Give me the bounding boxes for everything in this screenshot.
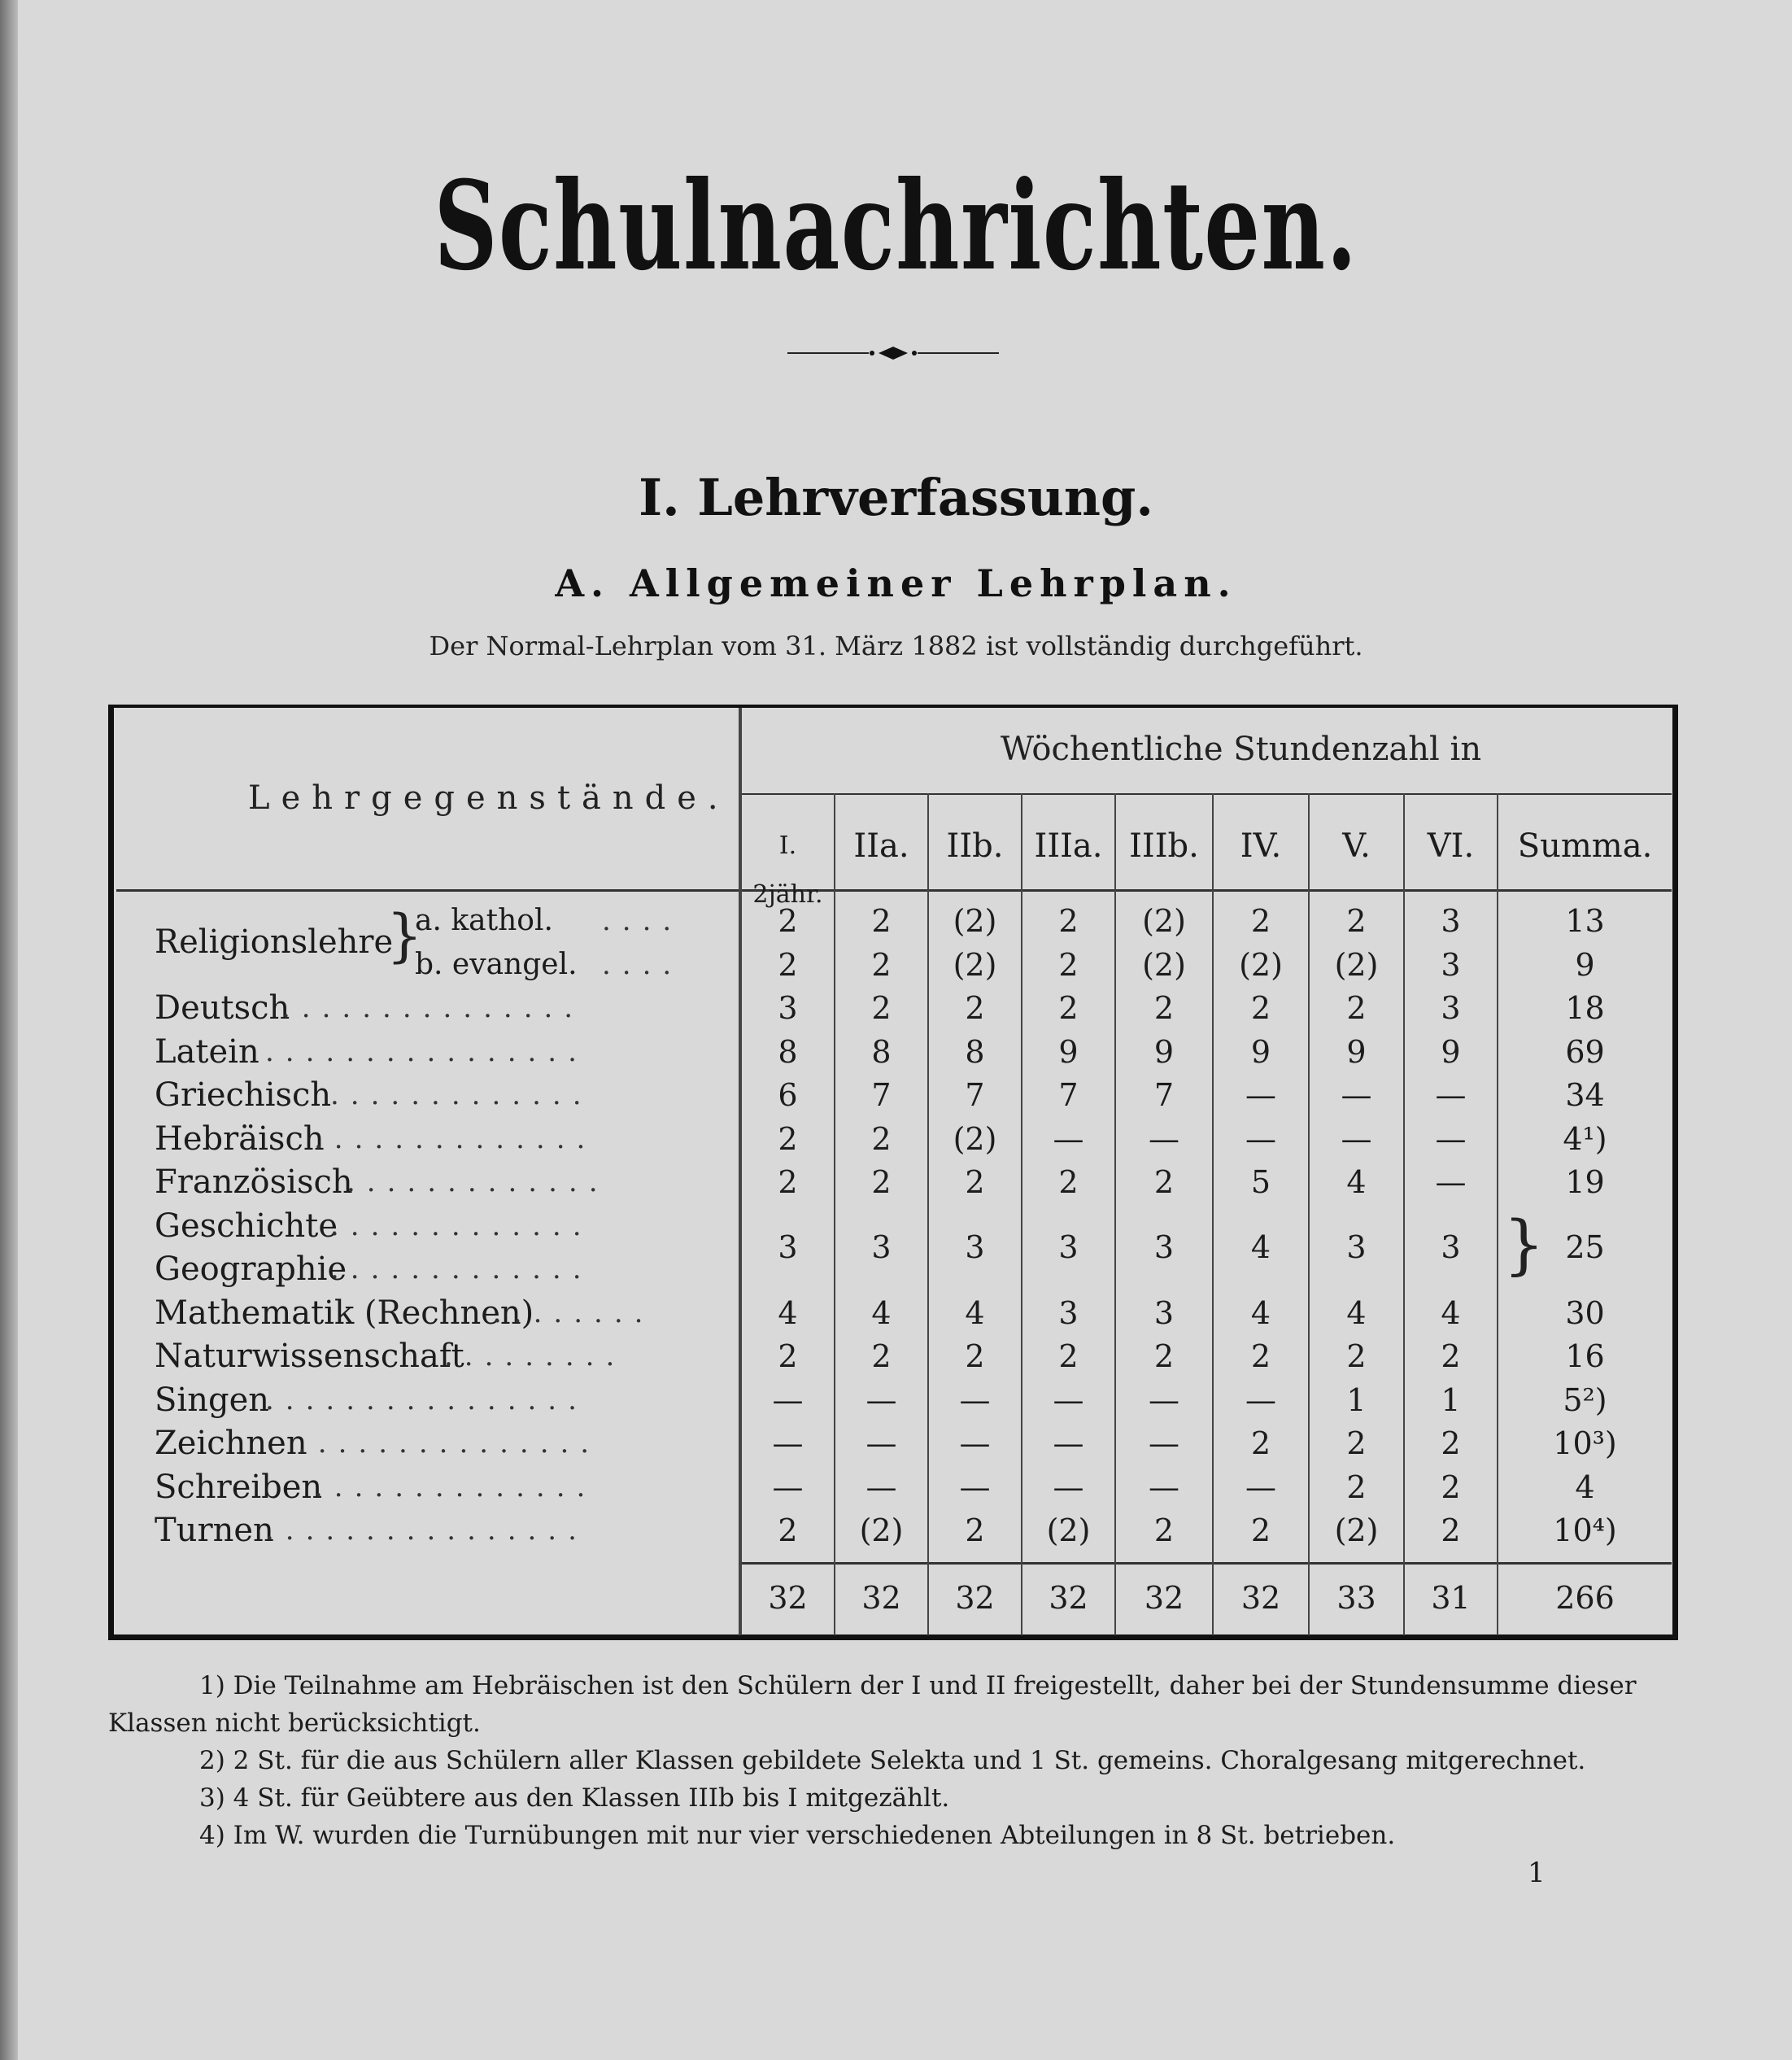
table-cell: — (959, 1425, 991, 1461)
religion-brace: } (386, 902, 423, 969)
table-cell: 2 (1153, 990, 1175, 1026)
table-cell: 2 (1346, 1425, 1367, 1461)
leader-dots: ........ (493, 1296, 655, 1329)
table-cell: 2 (1346, 1338, 1367, 1374)
table-cell: 2 (778, 1164, 798, 1200)
table-cell: — (865, 1469, 897, 1505)
total-cell: 32 (955, 1580, 995, 1616)
table-cell: 4 (965, 1294, 985, 1331)
table-cell: (2) (953, 1120, 997, 1157)
merged-cell: 3 (871, 1229, 892, 1266)
total-cell: 32 (1144, 1580, 1184, 1616)
table-cell: 8 (871, 1033, 892, 1070)
table-cell: — (1245, 1120, 1276, 1157)
total-cell: 33 (1336, 1580, 1376, 1616)
merged-cell: 3 (1441, 1229, 1461, 1266)
table-cell: 2 (1346, 1469, 1367, 1505)
leader-dots: ............... (281, 992, 585, 1024)
table-cell: 9 (1250, 1033, 1271, 1070)
footnote-1: 1) Die Teilnahme am Hebräischen ist den Schülern der I und II freigestellt, daher bei der Stundensumme dieser (199, 1671, 1637, 1700)
table-cell: — (1149, 1469, 1179, 1505)
header-bottom-rule (116, 889, 1672, 892)
table-cell: — (959, 1381, 991, 1418)
footnote-2: 2) 2 St. für die aus Schülern aller Klassen gebildete Selekta und 1 St. gemeins. Choralgesang mitgerechnet. (199, 1746, 1586, 1775)
column-header: IIIa. (1034, 827, 1103, 865)
table-cell: 2 (965, 1512, 985, 1548)
row-subject: Latein (155, 1032, 259, 1071)
table-cell: 2 (778, 946, 798, 983)
table-cell: 2 (1346, 903, 1367, 939)
table-cell: (2) (1142, 903, 1186, 939)
row-subject: Hebräisch (155, 1119, 325, 1158)
table-cell: — (1053, 1381, 1084, 1418)
header-rule (742, 793, 1672, 795)
table-cell: 6 (778, 1077, 798, 1113)
total-cell: 32 (1240, 1580, 1281, 1616)
table-cell: — (1149, 1381, 1179, 1418)
table-cell: — (1245, 1077, 1276, 1113)
column-header: I. 2jähr. (752, 831, 823, 909)
table-cell: 2 (1250, 1425, 1271, 1461)
table-cell: 7 (965, 1077, 985, 1113)
table-cell: 16 (1565, 1338, 1605, 1374)
table-cell: — (1245, 1469, 1276, 1505)
table-cell: 2 (1250, 903, 1271, 939)
subjects-header: Lehrgegenstände. (248, 779, 730, 817)
table-cell: 2 (1346, 990, 1367, 1026)
table-cell: 2 (1058, 946, 1079, 983)
table-cell: 7 (871, 1077, 892, 1113)
total-cell: 32 (1049, 1580, 1088, 1616)
table-cell: — (1149, 1120, 1179, 1157)
table-cell: 10³) (1553, 1425, 1617, 1461)
merged-cell: 3 (1346, 1229, 1367, 1266)
table-cell: 8 (778, 1033, 798, 1070)
total-cell: 266 (1555, 1580, 1615, 1616)
table-cell: 4 (778, 1294, 798, 1331)
table-cell: (2) (953, 946, 997, 983)
table-cell: 18 (1565, 990, 1605, 1026)
table-cell: (2) (1334, 946, 1379, 983)
row-subject: Geographie (155, 1250, 347, 1288)
table-cell: 1 (1346, 1381, 1367, 1418)
table-cell: 10⁴) (1553, 1512, 1617, 1548)
column-header: IV. (1240, 827, 1282, 865)
table-cell: 2 (1441, 1469, 1461, 1505)
table-cell: 4 (1250, 1294, 1271, 1331)
table-cell: 7 (1058, 1077, 1079, 1113)
footnote-4: 4) Im W. wurden die Turnübungen mit nur vier verschiedenen Abteilungen in 8 St. betrieben. (199, 1821, 1396, 1850)
subsection-heading: A. Allgemeiner Lehrplan. (555, 561, 1237, 605)
leader-dots: ................ (265, 1383, 588, 1416)
table-cell: — (1053, 1120, 1084, 1157)
column-header: VI. (1427, 827, 1475, 865)
table-cell: 4 (1346, 1294, 1367, 1331)
table-cell: 2 (778, 903, 798, 939)
row-subject: Schreiben (155, 1468, 323, 1506)
row-subject: Naturwissenschaft (155, 1338, 464, 1375)
table-cell: 2 (871, 1164, 892, 1200)
table-cell: 2 (1250, 1338, 1271, 1374)
table-cell: 4 (871, 1294, 892, 1331)
row-subject: Französisch (155, 1163, 353, 1201)
column-header: IIa. (853, 827, 909, 865)
table-cell: 2 (778, 1120, 798, 1157)
table-cell: 2 (1058, 990, 1079, 1026)
table-cell: — (1053, 1425, 1084, 1461)
table-cell: 2 (1153, 1512, 1175, 1548)
leader-dots: ............. (330, 1253, 593, 1285)
religion-label: Religionslehre (155, 923, 394, 961)
table-cell: (2) (859, 1512, 904, 1548)
table-cell: 2 (1441, 1338, 1461, 1374)
table-cell: 3 (1441, 903, 1461, 939)
table-cell: 3 (1441, 946, 1461, 983)
merged-cell: 3 (778, 1229, 798, 1266)
table-cell: (2) (1334, 1512, 1379, 1548)
table-cell: 5²) (1563, 1381, 1607, 1418)
column-header: Summa. (1517, 827, 1653, 865)
table-cell: — (1341, 1077, 1372, 1113)
table-cell: 2 (1058, 1164, 1079, 1200)
table-cell: 3 (1441, 990, 1461, 1026)
table-cell: 3 (1058, 1294, 1079, 1331)
table-cell: (2) (1142, 946, 1186, 983)
table-cell: 2 (965, 1338, 985, 1374)
table-cell: 2 (1153, 1338, 1175, 1374)
page-edge (0, 0, 18, 2060)
table-cell: 30 (1565, 1294, 1605, 1331)
table-cell: 13 (1565, 903, 1605, 939)
column-header: IIb. (946, 827, 1004, 865)
table-cell: 2 (871, 1120, 892, 1157)
table-cell: 1 (1441, 1381, 1461, 1418)
table-cell: 69 (1565, 1033, 1605, 1070)
table-cell: — (772, 1425, 804, 1461)
column-header: V. (1342, 827, 1371, 865)
table-cell: — (772, 1469, 804, 1505)
table-cell: 3 (778, 990, 798, 1026)
table-cell: (2) (953, 903, 997, 939)
table-cell: 19 (1565, 1164, 1605, 1200)
row-subject: Mathematik (Rechnen) (155, 1294, 534, 1332)
page-title: Schulnachrichten. (434, 155, 1358, 298)
row-subject: Deutsch (155, 989, 290, 1027)
page-number: 1 (1528, 1857, 1546, 1889)
table-cell: 2 (965, 1164, 985, 1200)
footnote-1-cont: Klassen nicht berücksichtigt. (108, 1709, 481, 1738)
table-cell: 4 (1441, 1294, 1461, 1331)
history-brace: } (1503, 1207, 1545, 1282)
table-cell: 9 (1153, 1033, 1175, 1070)
row-subject: Singen (155, 1381, 269, 1419)
table-cell: 9 (1575, 946, 1595, 983)
table-cell: 2 (871, 1338, 892, 1374)
merged-cell: 3 (1153, 1229, 1175, 1266)
table-cell: 2 (778, 1512, 798, 1548)
row-subject: Griechisch (155, 1076, 332, 1114)
table-cell: 9 (1058, 1033, 1079, 1070)
total-cell: 32 (768, 1580, 808, 1616)
table-cell: 2 (1058, 903, 1079, 939)
merged-cell: 3 (965, 1229, 985, 1266)
total-cell: 31 (1431, 1580, 1471, 1616)
row-subject: Zeichnen (155, 1425, 307, 1462)
table-cell: 9 (1346, 1033, 1367, 1070)
table-cell: 2 (965, 990, 985, 1026)
table-cell: (2) (1046, 1512, 1091, 1548)
merged-cell: 3 (1058, 1229, 1079, 1266)
totals-rule (742, 1562, 1672, 1565)
leader-dots: ......... (444, 1340, 626, 1373)
table-cell: 3 (1153, 1294, 1175, 1331)
leader-dots: ............. (347, 1166, 609, 1198)
ornament-divider (787, 343, 999, 363)
table-cell: — (1149, 1425, 1179, 1461)
table-cell: — (865, 1425, 897, 1461)
total-cell: 32 (861, 1580, 901, 1616)
table-cell: — (1435, 1077, 1467, 1113)
row-subject: b. evangel. (415, 947, 578, 981)
table-cell: 9 (1441, 1033, 1461, 1070)
table-cell: 2 (1153, 1164, 1175, 1200)
table-cell: — (1053, 1469, 1084, 1505)
table-cell: — (865, 1381, 897, 1418)
table-cell: 7 (1153, 1077, 1175, 1113)
leader-dots: .............. (314, 1122, 597, 1155)
table-cell: 8 (965, 1033, 985, 1070)
row-subject: a. kathol. (415, 904, 553, 937)
table-cell: 2 (1250, 1512, 1271, 1548)
hours-header: Wöchentliche Stundenzahl in (1001, 731, 1482, 768)
table-cell: — (959, 1469, 991, 1505)
leader-dots: ............. (330, 1079, 593, 1111)
table-cell: — (1341, 1120, 1372, 1157)
table-cell: 2 (871, 990, 892, 1026)
merged-cell: 4 (1250, 1229, 1271, 1266)
table-cell: 2 (1441, 1512, 1461, 1548)
leader-dots: ............... (298, 1427, 601, 1460)
table-cell: 34 (1565, 1077, 1605, 1113)
leader-dots: .... (602, 905, 683, 937)
table-cell: 4 (1575, 1469, 1595, 1505)
intro-text: Der Normal-Lehrplan vom 31. März 1882 ist vollständig durchgeführt. (429, 631, 1363, 661)
leader-dots: ............. (330, 1209, 593, 1242)
table-cell: 2 (871, 946, 892, 983)
footnote-3: 3) 4 St. für Geübtere aus den Klassen IIIb bis I mitgezählt. (199, 1783, 950, 1813)
table-cell: — (1245, 1381, 1276, 1418)
table-cell: 2 (871, 903, 892, 939)
table-cell: 2 (1058, 1338, 1079, 1374)
table-cell: — (1435, 1164, 1467, 1200)
leader-dots: .............. (314, 1470, 597, 1504)
row-subject: Turnen (155, 1512, 274, 1549)
table-cell: 4 (1346, 1164, 1367, 1200)
leader-dots: ................ (265, 1035, 588, 1068)
table-cell: — (1435, 1120, 1467, 1157)
table-cell: 4¹) (1563, 1120, 1607, 1157)
section-heading: I. Lehrverfassung. (639, 468, 1153, 527)
leader-dots: .... (602, 948, 683, 981)
merged-cell: 25 (1565, 1229, 1605, 1266)
table-cell: 2 (778, 1338, 798, 1374)
leader-dots: ................ (265, 1514, 588, 1547)
table-cell: — (772, 1381, 804, 1418)
row-subject: Geschichte (155, 1207, 338, 1245)
table-cell: (2) (1239, 946, 1283, 983)
column-header: IIIb. (1129, 827, 1199, 865)
table-cell: 2 (1250, 990, 1271, 1026)
table-cell: 2 (1441, 1425, 1461, 1461)
table-cell: 5 (1250, 1164, 1271, 1200)
